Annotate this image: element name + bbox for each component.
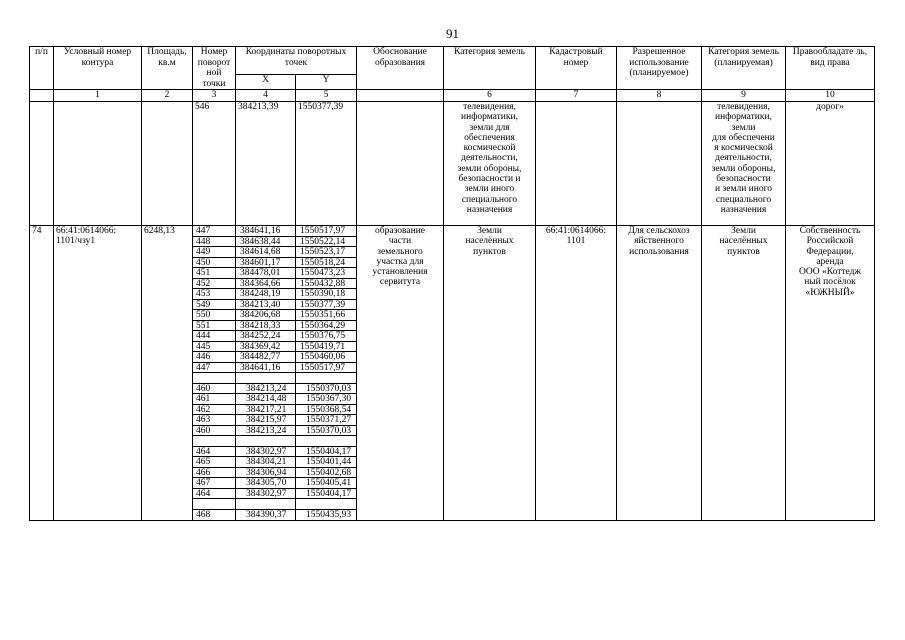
text-line: информатики, [461, 112, 518, 123]
header-point: Номер поворот ной точки [193, 47, 236, 90]
point-number: 460 [193, 426, 235, 437]
text-line: Российской [806, 236, 854, 247]
y-coordinate [296, 436, 356, 447]
cell-owner [786, 226, 875, 521]
colnum-7: 7 [536, 90, 617, 102]
point-number: 446 [193, 352, 235, 363]
cell-category-planned [702, 226, 786, 521]
page-number: 91 [446, 26, 459, 41]
x-coordinate: 384252,24 [236, 331, 295, 342]
x-coordinate: 384248,19 [236, 289, 295, 300]
x-coordinate: 384206,68 [236, 310, 295, 321]
point-number: 464 [193, 447, 235, 458]
point-number: 549 [193, 300, 235, 311]
text-line: сервитута [379, 277, 421, 288]
text-line: «ЮЖНЫЙ» [805, 287, 855, 298]
cell-cadastral [536, 226, 617, 521]
header-pp: п/п [30, 47, 54, 90]
point-number: 445 [193, 342, 235, 353]
y-coordinate: 1550402,68 [296, 468, 356, 479]
point-number: 444 [193, 331, 235, 342]
y-coordinate [296, 499, 356, 510]
cell-points [193, 226, 236, 521]
cell-basis [357, 226, 444, 521]
table-row-continued [30, 102, 875, 226]
y-coordinate: 1550435,93 [306, 509, 352, 520]
x-coordinate: 384638,44 [236, 237, 295, 248]
text-line: телевидения, [717, 102, 770, 112]
text-line: образование [375, 226, 425, 236]
cell-basis [357, 102, 444, 226]
text-line: Собственность [799, 226, 861, 236]
cell-category-planned [702, 102, 786, 226]
header-y: Y [296, 74, 357, 89]
cell-permitted-use [617, 102, 702, 226]
colnum-empty [357, 90, 444, 102]
cell-permitted-use [617, 226, 702, 521]
y-coordinate: 1550404,17 [296, 447, 356, 458]
colnum-8: 8 [617, 90, 702, 102]
text-line: Для сельскохоз [628, 226, 690, 236]
point-number: 452 [193, 279, 235, 290]
y-coordinate: 1550401,44 [296, 457, 356, 468]
cell-point: 546 [193, 102, 236, 226]
x-coordinate: 384306,94 [236, 468, 295, 479]
text-line: части [388, 236, 412, 247]
text-line: назначения [720, 204, 767, 215]
colnum-3: 3 [193, 90, 236, 102]
header-coords: Координаты поворотных точек [236, 47, 357, 75]
point-number: 448 [193, 237, 235, 248]
text-line: аренда [816, 256, 844, 267]
point-number: 550 [193, 310, 235, 321]
x-coordinate: 384213,40 [236, 300, 295, 311]
text-line: ный посёлок [804, 277, 856, 288]
y-coordinate: 1550370,03 [296, 426, 356, 437]
y-coordinate: 1550518,24 [296, 258, 356, 269]
cell-contour: 66:41:0614066: 1101/чзу1 [54, 226, 142, 521]
colnum-empty [30, 90, 54, 102]
cell-y: 1550377,39 [296, 102, 357, 226]
y-coordinate: 1550377,39 [296, 300, 356, 311]
header-area: Площадь, кв.м [142, 47, 193, 90]
point-number [193, 499, 235, 510]
x-coordinate: 384302,97 [236, 489, 295, 500]
point-number: 463 [193, 415, 235, 426]
text-line: деятельности, [461, 153, 518, 164]
text-line: назначения [466, 204, 513, 215]
header-owner: Правообладате ль, вид права [786, 47, 875, 90]
y-coordinate: 1550522,14 [296, 237, 356, 248]
text-line: земли обороны, [457, 163, 522, 174]
colnum-5: 5 [296, 90, 357, 102]
point-number [193, 373, 235, 384]
y-coordinate: 1550517,97 [296, 363, 356, 374]
y-coordinate: 1550419,71 [296, 342, 356, 353]
y-coordinate: 1550367,30 [296, 394, 356, 405]
y-coordinate: 1550405,41 [296, 478, 356, 489]
point-number: 447 [193, 363, 235, 374]
header-category-planned: Категория земель (планируемая) [702, 47, 786, 90]
x-coordinate: 384478,01 [236, 268, 295, 279]
y-coordinate: 1550517,97 [296, 226, 356, 237]
text-line: обеспечения [464, 132, 515, 143]
text-line: пунктов [727, 246, 760, 257]
text-line: специального [715, 194, 772, 205]
y-coordinate: 1550432,88 [296, 279, 356, 290]
y-coordinate: 1550460,06 [296, 352, 356, 363]
x-coordinate: 384215,97 [236, 415, 295, 426]
text-line: деятельности, [715, 153, 772, 164]
y-coordinate: 1550370,03 [296, 384, 356, 395]
x-coordinate: 384213,24 [236, 426, 295, 437]
text-line: космической [463, 143, 516, 154]
text-line: земли обороны, [711, 163, 776, 174]
x-coordinate: 384641,16 [236, 363, 295, 374]
y-coordinate: 1550376,75 [296, 331, 356, 342]
text-line: яйственного [634, 236, 684, 247]
x-coordinate: 384302,97 [236, 447, 295, 458]
y-coordinate [296, 373, 356, 384]
y-coordinate: 1550473,23 [296, 268, 356, 279]
table-row-74 [30, 226, 875, 521]
y-coordinate: 1550523,17 [296, 247, 356, 258]
cell-land-category [444, 226, 536, 521]
text-line: специального [461, 194, 518, 205]
point-number: 464 [193, 489, 235, 500]
header-contour: Условный номер контура [54, 47, 142, 90]
header-basis: Обоснование образования [357, 47, 444, 90]
header-permitted-use: Разрешенное использование (планируемое) [617, 47, 702, 90]
cell-area: 6248,13 [142, 226, 193, 521]
text-line: для обеспечени [712, 132, 775, 143]
point-number: 462 [193, 405, 235, 416]
point-number: 466 [193, 468, 235, 479]
x-coordinate: 384217,21 [236, 405, 295, 416]
point-number: 467 [193, 478, 235, 489]
point-number: 449 [193, 247, 235, 258]
x-coordinate: 384482,77 [236, 352, 295, 363]
text-line: безопасности [716, 174, 771, 185]
cell-y-coords [296, 226, 357, 521]
land-parcels-table [29, 46, 875, 521]
x-coordinate: 384614,68 [236, 247, 295, 258]
text-line: ООО «Коттедж [799, 267, 861, 278]
x-coordinate [236, 499, 295, 510]
text-line: участка для [376, 256, 424, 267]
y-coordinate: 1550351,66 [296, 310, 356, 321]
text-line: безопасности и [458, 174, 521, 185]
text-line: использования [629, 246, 689, 257]
colnum-1: 1 [54, 90, 142, 102]
text-line: Земли [731, 226, 756, 236]
x-coordinate: 384369,42 [236, 342, 295, 353]
colnum-10: 10 [786, 90, 875, 102]
text-line: земельного [377, 246, 423, 257]
cell-contour [54, 102, 142, 226]
text-line: земли [731, 122, 756, 133]
text-line: Федерации, [806, 246, 854, 257]
text-line: пунктов [473, 246, 506, 257]
cell-area [142, 102, 193, 226]
x-coordinate: 384364,66 [236, 279, 295, 290]
cell-x-coords [236, 226, 296, 521]
point-number: 461 [193, 394, 235, 405]
cell-land-category [444, 102, 536, 226]
x-coordinate: 384641,16 [236, 226, 295, 237]
colnum-9: 9 [702, 90, 786, 102]
text-line: земли иного [464, 184, 515, 195]
y-coordinate: 1550371,27 [296, 415, 356, 426]
x-coordinate: 384218,33 [236, 321, 295, 332]
cell-pp: 74 [30, 226, 54, 521]
colnum-6: 6 [444, 90, 536, 102]
x-coordinate [236, 436, 295, 447]
point-number: 468 [196, 509, 211, 520]
header-land-category: Категория земель [444, 47, 536, 90]
x-coordinate: 384305,70 [236, 478, 295, 489]
header-x: X [236, 74, 296, 89]
text-line: 1101 [566, 236, 586, 247]
point-number: 450 [193, 258, 235, 269]
cell-x: 384213,39 [236, 102, 296, 226]
text-line: установления [372, 267, 428, 278]
text-line: населённых [719, 236, 768, 247]
text-line: я космической [714, 143, 773, 154]
point-number: 453 [193, 289, 235, 300]
x-coordinate [236, 373, 295, 384]
text-line: земли для [469, 122, 510, 133]
colnum-2: 2 [142, 90, 193, 102]
y-coordinate: 1550390,18 [296, 289, 356, 300]
x-coordinate: 384213,24 [236, 384, 295, 395]
header-row [30, 47, 875, 75]
point-number: 551 [193, 321, 235, 332]
text-line: Земли [477, 226, 502, 236]
y-coordinate: 1550368,54 [296, 405, 356, 416]
point-number: 447 [193, 226, 235, 237]
column-numbers-row [30, 90, 875, 102]
text-line: информатики, [715, 112, 772, 123]
text-line: 66:41:0614066: [545, 226, 607, 236]
x-coordinate: 384601,17 [236, 258, 295, 269]
x-coordinate: 384214,48 [236, 394, 295, 405]
header-cadastral: Кадастровый номер [536, 47, 617, 90]
text-line: телевидения, [463, 102, 516, 112]
point-number: 465 [193, 457, 235, 468]
text-line: и земли иного [715, 184, 772, 195]
point-number: 460 [193, 384, 235, 395]
y-coordinate: 1550404,17 [296, 489, 356, 500]
y-coordinate: 1550364,29 [296, 321, 356, 332]
point-number: 451 [193, 268, 235, 279]
colnum-4: 4 [236, 90, 296, 102]
point-number [193, 436, 235, 447]
x-coordinate: 384304,21 [236, 457, 295, 468]
x-coordinate: 384390,37 [246, 509, 287, 520]
cell-owner: дорог» [786, 102, 875, 226]
text-line: населённых [465, 236, 514, 247]
cell-cadastral [536, 102, 617, 226]
cell-pp [30, 102, 54, 226]
